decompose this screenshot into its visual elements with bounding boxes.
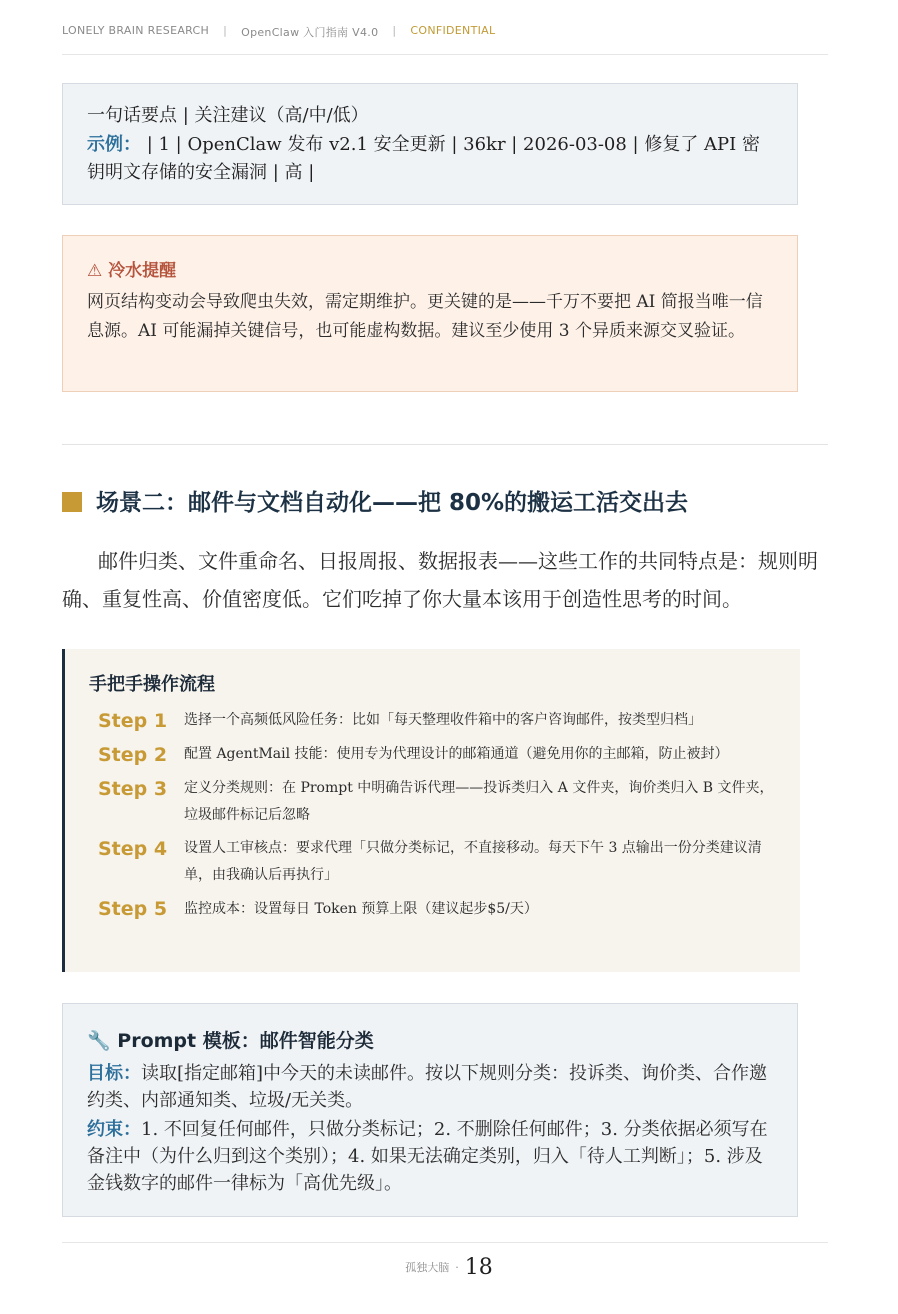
footer-brand: 孤独大脑: [405, 1261, 450, 1274]
example-text: | 1 | OpenClaw 发布 v2.1 安全更新 | 36kr | 2026-03-08 | 修复了 API 密钥明文存储的安全漏洞 | 高 |: [87, 134, 761, 183]
step-label: Step 1: [98, 710, 168, 732]
goal-key: 目标：: [87, 1063, 141, 1084]
step-item: [89, 835, 774, 889]
section-divider: [62, 444, 828, 445]
step-text: 定义分类规则：在 Prompt 中明确告诉代理——投诉类归入 A 文件夹，询价类归入 B 文件夹，垃圾邮件标记后忽略: [184, 780, 774, 823]
section-title-text: 场景二：邮件与文档自动化——把 80%的搬运工活交出去: [96, 490, 689, 516]
section-heading: [62, 483, 842, 523]
example-line: [87, 131, 773, 187]
step-text: 监控成本：设置每日 Token 预算上限（建议起步$5/天）: [184, 901, 538, 917]
warning-body: 网页结构变动会导致爬虫失效，需定期维护。更关键的是——千万不要把 AI 简报当唯一信息源。AI 可能漏掉关键信号，也可能虚构数据。建议至少使用 3 个异质来源交叉验证。: [87, 292, 763, 341]
example-key: 示例：: [87, 134, 141, 155]
prompt-goal: [87, 1060, 773, 1114]
header-separator: |: [223, 24, 228, 37]
section-intro: 邮件归类、文件重命名、日报周报、数据报表——这些工作的共同特点是：规则明确、重复性高、价值密度低。它们吃掉了你大量本该用于创造性思考的时间。: [62, 549, 818, 611]
square-bullet-icon: [62, 492, 82, 512]
example-box: [62, 83, 798, 205]
constraint-text: 1. 不回复任何邮件，只做分类标记；2. 不删除任何邮件；3. 分类依据必须写在备注中（为什么归到这个类别）；4. 如果无法确定类别，归入「待人工判断」；5. 涉及金钱数字的邮件一律标为「高优先级」。: [87, 1119, 768, 1194]
step-item: [89, 741, 774, 769]
footer-divider: [62, 1242, 828, 1243]
step-label: Step 5: [98, 898, 168, 920]
page-header: [62, 24, 828, 55]
step-label: Step 2: [98, 744, 168, 766]
step-item: [89, 707, 774, 735]
format-line: 一句话要点 | 关注建议（高/中/低）: [87, 105, 369, 126]
goal-text: 读取[指定邮箱]中今天的未读邮件。按以下规则分类：投诉类、询价类、合作邀约类、内部通知类、垃圾/无关类。: [87, 1063, 768, 1111]
step-text: 配置 AgentMail 技能：使用专为代理设计的邮箱通道（避免用你的主邮箱，防止被封）: [184, 746, 729, 762]
constraint-key: 约束：: [87, 1119, 141, 1140]
steps-box: [62, 649, 800, 972]
header-separator: |: [392, 24, 397, 37]
step-item: [89, 895, 774, 923]
step-label: Step 4: [98, 838, 168, 860]
step-label: Step 3: [98, 778, 168, 800]
page-number: 18: [464, 1255, 493, 1280]
step-item: [89, 775, 774, 829]
steps-title: 手把手操作流程: [89, 674, 215, 695]
prompt-template-box: [62, 1003, 798, 1217]
warning-callout: [62, 235, 798, 392]
header-org: LONELY BRAIN RESEARCH: [62, 24, 210, 37]
footer-dot: ·: [455, 1261, 459, 1274]
page-footer: [0, 1252, 898, 1284]
header-confidential: CONFIDENTIAL: [410, 24, 496, 37]
header-doc-title: OpenClaw 入门指南 V4.0: [241, 26, 379, 39]
prompt-title: 🔧 Prompt 模板：邮件智能分类: [87, 1030, 374, 1052]
warning-title: ⚠ 冷水提醒: [87, 261, 177, 281]
step-text: 选择一个高频低风险任务：比如「每天整理收件箱中的客户咨询邮件，按类型归档」: [184, 712, 702, 728]
step-text: 设置人工审核点：要求代理「只做分类标记，不直接移动。每天下午 3 点输出一份分类建议清单，由我确认后再执行」: [184, 840, 762, 883]
prompt-constraints: [87, 1116, 773, 1197]
